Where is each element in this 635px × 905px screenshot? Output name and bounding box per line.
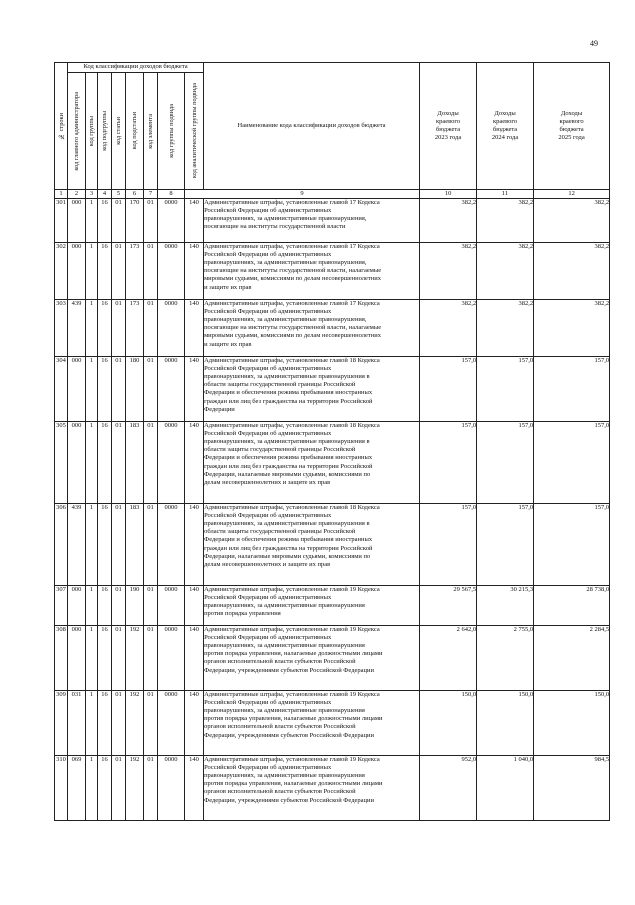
element-code: 01 <box>144 300 158 357</box>
income-2023: 157,0 <box>420 422 477 504</box>
element-code: 01 <box>144 586 158 626</box>
income-2024: 382,2 <box>477 243 534 300</box>
group-code: 1 <box>86 199 98 243</box>
column-number: 12 <box>534 190 610 199</box>
income-2023: 150,0 <box>420 691 477 756</box>
income-2024: 2 755,0 <box>477 626 534 691</box>
income-2025: 150,0 <box>534 691 610 756</box>
header-group: код группы <box>86 73 98 190</box>
row-number: 302 <box>55 243 68 300</box>
admin-code: 000 <box>68 626 86 691</box>
subarticle-code: 190 <box>126 586 144 626</box>
subarticle-code: 183 <box>126 422 144 504</box>
subgroup-code: 16 <box>98 504 112 586</box>
analytic-group-code: 140 <box>185 357 204 422</box>
row-number: 303 <box>55 300 68 357</box>
header-analytic-group: код аналитической группы подвида <box>185 73 204 190</box>
income-2025: 28 738,0 <box>534 586 610 626</box>
article-code: 01 <box>112 504 126 586</box>
income-2023: 29 567,5 <box>420 586 477 626</box>
income-description: Административные штрафы, установленные главой 19 Кодекса Российской Федерации об административных правонарушениях, за административные правонарушения против порядка управления, налагаемые должностными лицами органов исполнительной власти субъектов Российской Федерации, учреждениями субъектов Российской Федерации <box>204 691 420 756</box>
income-2024: 382,2 <box>477 199 534 243</box>
element-code: 01 <box>144 691 158 756</box>
admin-code: 000 <box>68 199 86 243</box>
column-number: 4 <box>98 190 112 199</box>
subgroup-code: 16 <box>98 691 112 756</box>
income-2024: 1 040,0 <box>477 756 534 821</box>
element-code: 01 <box>144 199 158 243</box>
subtype-group-code: 0000 <box>158 357 185 422</box>
element-code: 01 <box>144 626 158 691</box>
article-code: 01 <box>112 626 126 691</box>
admin-code: 439 <box>68 504 86 586</box>
income-2025: 382,2 <box>534 243 610 300</box>
table-row <box>55 691 610 756</box>
row-number: 301 <box>55 199 68 243</box>
group-code: 1 <box>86 300 98 357</box>
analytic-group-code: 140 <box>185 626 204 691</box>
row-number: 306 <box>55 504 68 586</box>
analytic-group-code: 140 <box>185 300 204 357</box>
table-row <box>55 199 610 243</box>
income-description: Административные штрафы, установленные главой 17 Кодекса Российской Федерации об административных правонарушениях, за административные правонарушения, посягающие на институты государственной власти, налагаемые мировыми судьями, комиссиями по делам несовершеннолетних и защите их прав <box>204 300 420 357</box>
group-code: 1 <box>86 691 98 756</box>
budget-table <box>54 62 610 821</box>
row-number: 310 <box>55 756 68 821</box>
row-number: 304 <box>55 357 68 422</box>
subarticle-code: 173 <box>126 243 144 300</box>
admin-code: 031 <box>68 691 86 756</box>
table-row <box>55 357 610 422</box>
row-number: 309 <box>55 691 68 756</box>
subtype-group-code: 0000 <box>158 691 185 756</box>
header-subtype-group: код группы подвида <box>158 73 185 190</box>
income-2023: 382,2 <box>420 199 477 243</box>
column-number: 6 <box>126 190 144 199</box>
subtype-group-code: 0000 <box>158 300 185 357</box>
subtype-group-code: 0000 <box>158 199 185 243</box>
group-code: 1 <box>86 357 98 422</box>
row-number: 307 <box>55 586 68 626</box>
income-2025: 382,2 <box>534 199 610 243</box>
income-2025: 157,0 <box>534 422 610 504</box>
subtype-group-code: 0000 <box>158 504 185 586</box>
income-2025: 382,2 <box>534 300 610 357</box>
column-number: 7 <box>144 190 158 199</box>
subgroup-code: 16 <box>98 357 112 422</box>
group-code: 1 <box>86 504 98 586</box>
income-2024: 30 215,3 <box>477 586 534 626</box>
subarticle-code: 183 <box>126 504 144 586</box>
subtype-group-code: 0000 <box>158 586 185 626</box>
row-number: 305 <box>55 422 68 504</box>
header-subgroup: код подгруппы <box>98 73 112 190</box>
article-code: 01 <box>112 756 126 821</box>
income-2023: 157,0 <box>420 357 477 422</box>
subgroup-code: 16 <box>98 756 112 821</box>
income-2024: 157,0 <box>477 422 534 504</box>
element-code: 01 <box>144 756 158 821</box>
column-number: 5 <box>112 190 126 199</box>
header-2023: Доходы краевого бюджета 2023 года <box>420 63 477 190</box>
subgroup-code: 16 <box>98 422 112 504</box>
header-article: код статьи <box>112 73 126 190</box>
table-header <box>55 63 610 199</box>
analytic-group-code: 140 <box>185 586 204 626</box>
table-body <box>55 199 610 821</box>
income-2025: 157,0 <box>534 357 610 422</box>
subarticle-code: 192 <box>126 626 144 691</box>
header-admin: код главного администратора <box>68 73 86 190</box>
admin-code: 069 <box>68 756 86 821</box>
table-row <box>55 626 610 691</box>
column-number: 11 <box>477 190 534 199</box>
column-number: 10 <box>420 190 477 199</box>
column-number-row <box>55 190 610 199</box>
analytic-group-code: 140 <box>185 199 204 243</box>
admin-code: 000 <box>68 243 86 300</box>
subarticle-code: 192 <box>126 691 144 756</box>
analytic-group-code: 140 <box>185 243 204 300</box>
subarticle-code: 192 <box>126 756 144 821</box>
table-row <box>55 300 610 357</box>
article-code: 01 <box>112 422 126 504</box>
element-code: 01 <box>144 243 158 300</box>
table-row <box>55 586 610 626</box>
income-2024: 157,0 <box>477 357 534 422</box>
income-description: Административные штрафы, установленные главой 19 Кодекса Российской Федерации об административных правонарушениях, за административные правонарушения против порядка управления, налагаемые должностными лицами органов исполнительной власти субъектов Российской Федерации, учреждениями субъектов Российской Федерации <box>204 626 420 691</box>
income-2024: 157,0 <box>477 504 534 586</box>
analytic-group-code: 140 <box>185 504 204 586</box>
income-2024: 382,2 <box>477 300 534 357</box>
income-2023: 157,0 <box>420 504 477 586</box>
table-row <box>55 243 610 300</box>
element-code: 01 <box>144 357 158 422</box>
admin-code: 000 <box>68 357 86 422</box>
income-2024: 150,0 <box>477 691 534 756</box>
analytic-group-code: 140 <box>185 691 204 756</box>
column-number: 2 <box>68 190 86 199</box>
table-row <box>55 756 610 821</box>
article-code: 01 <box>112 199 126 243</box>
income-description: Административные штрафы, установленные главой 18 Кодекса Российской Федерации об административных правонарушениях, за административные правонарушения в области защиты государственной границы Российской Федерации и обеспечения режима пребывания иностранных граждан или лиц без гражданства на территории Российской Федерации, налагаемые мировыми судьями, комиссиями по делам несовершеннолетних и защите их прав <box>204 422 420 504</box>
header-element: код элемента <box>144 73 158 190</box>
admin-code: 439 <box>68 300 86 357</box>
admin-code: 000 <box>68 586 86 626</box>
subarticle-code: 170 <box>126 199 144 243</box>
column-number: 1 <box>55 190 68 199</box>
income-2023: 382,2 <box>420 243 477 300</box>
article-code: 01 <box>112 243 126 300</box>
header-name: Наименование кода классификации доходов бюджета <box>204 63 420 190</box>
column-number: 3 <box>86 190 98 199</box>
table-row <box>55 422 610 504</box>
column-number: 9 <box>185 190 420 199</box>
income-2025: 157,0 <box>534 504 610 586</box>
column-number: 8 <box>158 190 185 199</box>
subtype-group-code: 0000 <box>158 756 185 821</box>
article-code: 01 <box>112 691 126 756</box>
income-2023: 382,2 <box>420 300 477 357</box>
income-2025: 984,5 <box>534 756 610 821</box>
table-row <box>55 504 610 586</box>
analytic-group-code: 140 <box>185 422 204 504</box>
analytic-group-code: 140 <box>185 756 204 821</box>
element-code: 01 <box>144 422 158 504</box>
header-2024: Доходы краевого бюджета 2024 года <box>477 63 534 190</box>
subtype-group-code: 0000 <box>158 626 185 691</box>
header-row-no: № строки <box>55 63 68 190</box>
income-description: Административные штрафы, установленные главой 19 Кодекса Российской Федерации об административных правонарушениях, за административные правонарушения против порядка управления, налагаемые должностными лицами органов исполнительной власти субъектов Российской Федерации, учреждениями субъектов Российской Федерации <box>204 756 420 821</box>
article-code: 01 <box>112 357 126 422</box>
subgroup-code: 16 <box>98 199 112 243</box>
subarticle-code: 180 <box>126 357 144 422</box>
income-description: Административные штрафы, установленные главой 18 Кодекса Российской Федерации об административных правонарушениях, за административные правонарушения в области защиты государственной границы Российской Федерации и обеспечения режима пребывания иностранных граждан или лиц без гражданства на территории Российской Федерации, налагаемые мировыми судьями, комиссиями по делам несовершеннолетних и защите их прав <box>204 504 420 586</box>
group-code: 1 <box>86 626 98 691</box>
header-group-title: Код классификации доходов бюджета <box>68 63 204 73</box>
group-code: 1 <box>86 422 98 504</box>
article-code: 01 <box>112 586 126 626</box>
subgroup-code: 16 <box>98 243 112 300</box>
subgroup-code: 16 <box>98 626 112 691</box>
group-code: 1 <box>86 756 98 821</box>
income-description: Административные штрафы, установленные главой 17 Кодекса Российской Федерации об административных правонарушениях, за административные правонарушения, посягающие на институты государственной власти <box>204 199 420 243</box>
header-subarticle: код подстатьи <box>126 73 144 190</box>
income-2023: 952,0 <box>420 756 477 821</box>
row-number: 308 <box>55 626 68 691</box>
subgroup-code: 16 <box>98 586 112 626</box>
income-2023: 2 642,0 <box>420 626 477 691</box>
subarticle-code: 173 <box>126 300 144 357</box>
group-code: 1 <box>86 243 98 300</box>
income-description: Административные штрафы, установленные главой 17 Кодекса Российской Федерации об административных правонарушениях, за административные правонарушения, посягающие на институты государственной власти, налагаемые мировыми судьями, комиссиями по делам несовершеннолетних и защите их прав <box>204 243 420 300</box>
header-2025: Доходы краевого бюджета 2025 года <box>534 63 610 190</box>
income-description: Административные штрафы, установленные главой 19 Кодекса Российской Федерации об административных правонарушениях, за административные правонарушения против порядка управления <box>204 586 420 626</box>
subtype-group-code: 0000 <box>158 422 185 504</box>
element-code: 01 <box>144 504 158 586</box>
subtype-group-code: 0000 <box>158 243 185 300</box>
page-number: 49 <box>590 39 598 48</box>
subgroup-code: 16 <box>98 300 112 357</box>
admin-code: 000 <box>68 422 86 504</box>
income-2025: 2 284,5 <box>534 626 610 691</box>
group-code: 1 <box>86 586 98 626</box>
article-code: 01 <box>112 300 126 357</box>
income-description: Административные штрафы, установленные главой 18 Кодекса Российской Федерации об административных правонарушениях, за административные правонарушения в области защиты государственной границы Российской Федерации и обеспечения режима пребывания иностранных граждан или лиц без гражданства на территории Российской Федерации <box>204 357 420 422</box>
